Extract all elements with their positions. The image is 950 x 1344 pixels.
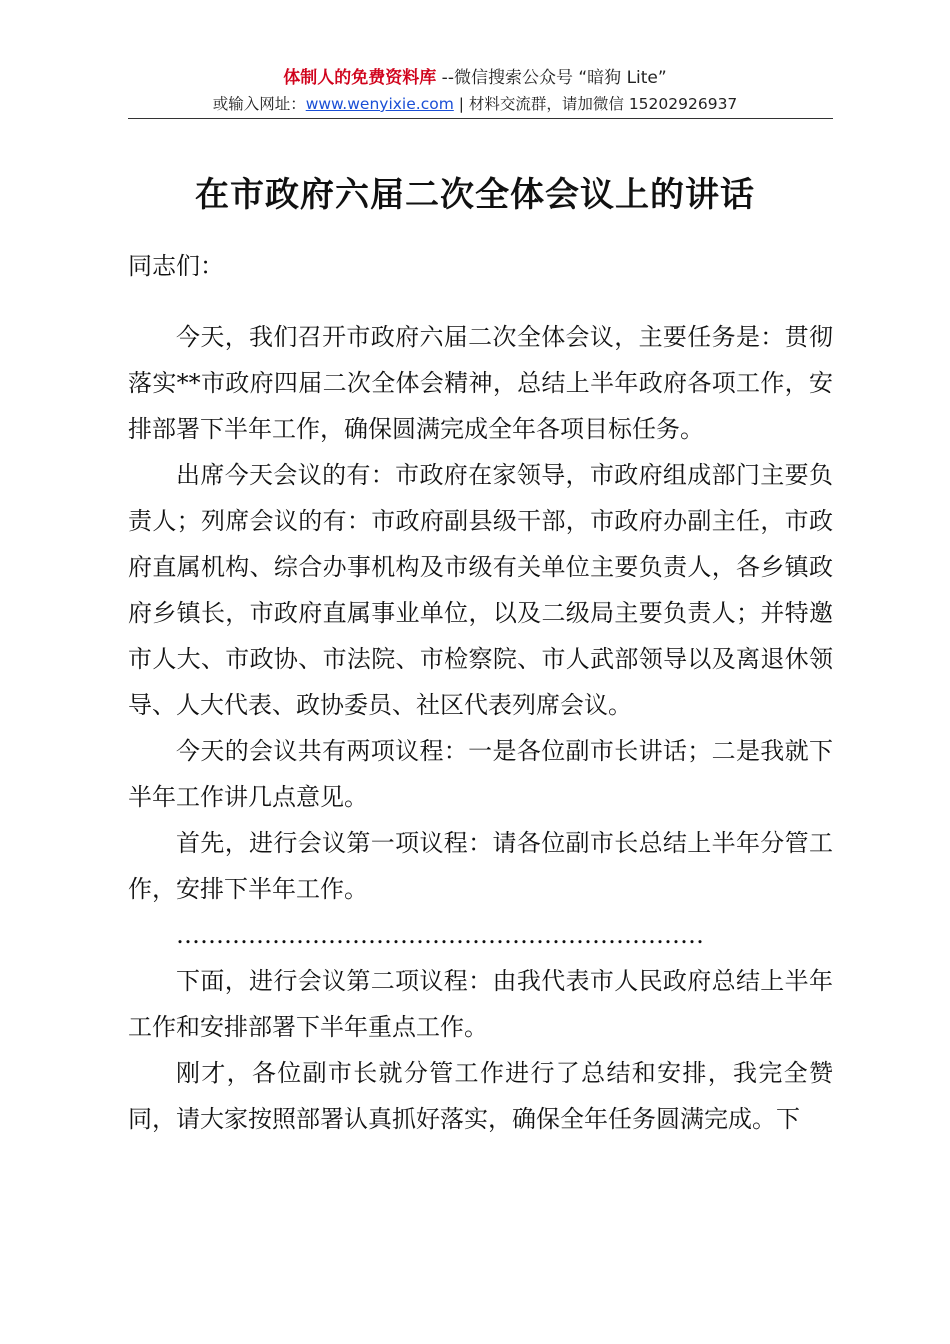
wechat-promo-text: --微信搜索公众号 “暗狗 Lite”	[436, 68, 667, 88]
contact-text: | 材料交流群，请加微信 15202926937	[453, 95, 738, 113]
paragraph-3: 今天的会议共有两项议程：一是各位副市长讲话；二是我就下半年工作讲几点意见。	[128, 737, 833, 811]
header-line-2	[0, 93, 950, 115]
header-line-1	[0, 66, 950, 90]
ellipsis-separator: …………………………………………………………	[176, 921, 704, 949]
paragraph-1: 今天，我们召开市政府六届二次全体会议，主要任务是：贯彻落实**市政府四届二次全体会精神，总结上半年政府各项工作，安排部署下半年工作，确保圆满完成全年各项目标任务。	[128, 323, 833, 443]
paragraph-4: 首先，进行会议第一项议程：请各位副市长总结上半年分管工作，安排下半年工作。	[128, 829, 833, 903]
header-divider	[128, 118, 833, 119]
paragraph-5: 下面，进行会议第二项议程：由我代表市人民政府总结上半年工作和安排部署下半年重点工作。	[128, 967, 833, 1041]
brand-text: 体制人的免费资料库	[283, 68, 437, 88]
url-prefix: 或输入网址：	[212, 95, 306, 113]
paragraph-2: 出席今天会议的有：市政府在家领导，市政府组成部门主要负责人；列席会议的有：市政府副县级干部，市政府办副主任，市政府直属机构、综合办事机构及市级有关单位主要负责人，各乡镇政府乡镇长，市政府直属事业单位，以及二级局主要负责人；并特邀市人大、市政协、市法院、市检察院、市人武部领导以及离退休领导、人大代表、政协委员、社区代表列席会议。	[128, 461, 833, 719]
document-title: 在市政府六届二次全体会议上的讲话	[195, 175, 755, 215]
website-link[interactable]: www.wenyixie.com	[305, 95, 454, 113]
paragraph-6: 刚才，各位副市长就分管工作进行了总结和安排，我完全赞同，请大家按照部署认真抓好落实，确保全年任务圆满完成。下	[128, 1059, 833, 1133]
greeting: 同志们：	[128, 252, 224, 280]
